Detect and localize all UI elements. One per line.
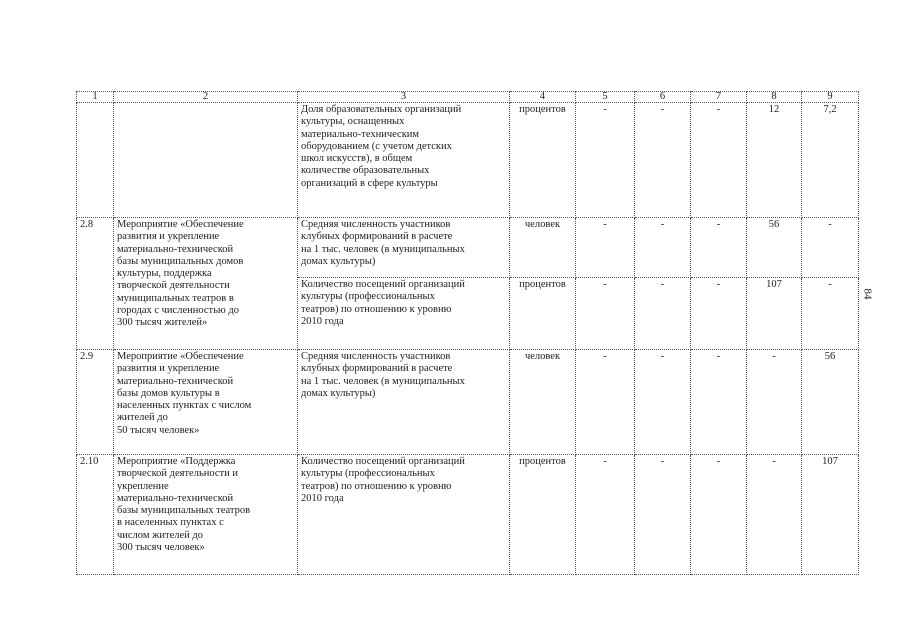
header-cell: 8 <box>747 92 802 103</box>
activity-cell <box>114 103 298 218</box>
value-cell: - <box>635 455 691 575</box>
value-cell: 107 <box>747 278 802 350</box>
row-number <box>77 103 114 218</box>
table-row <box>77 350 859 455</box>
activity-cell: Мероприятие «Поддержка творческой деятельности и укрепление материально-технической базы муниципальных театров в населенных пунктах с числом жителей до 300 тысяч человек» <box>114 455 298 575</box>
unit-cell: процентов <box>510 103 576 218</box>
value-cell: 7,2 <box>802 103 859 218</box>
value-cell: - <box>635 350 691 455</box>
row-number: 2.8 <box>77 218 114 350</box>
value-cell: - <box>802 218 859 278</box>
table-row <box>77 103 859 218</box>
header-cell: 9 <box>802 92 859 103</box>
value-cell: - <box>576 103 635 218</box>
header-cell: 7 <box>691 92 747 103</box>
indicator-cell: Средняя численность участников клубных формирований в расчете на 1 тыс. человек (в муниципальных домах культуры) <box>298 350 510 455</box>
value-cell: - <box>635 218 691 278</box>
indicator-cell: Количество посещений организаций культуры (профессиональных театров) по отношению к уровню 2010 года <box>298 455 510 575</box>
header-cell: 1 <box>77 92 114 103</box>
header-cell: 2 <box>114 92 298 103</box>
header-cell: 5 <box>576 92 635 103</box>
value-cell: - <box>576 278 635 350</box>
indicator-cell: Доля образовательных организаций культуры, оснащенных материально-техническим оборудованием (с учетом детских школ искусств), в общем количестве образовательных организаций в сфере культуры <box>298 103 510 218</box>
value-cell: - <box>802 278 859 350</box>
value-cell: - <box>691 103 747 218</box>
value-cell: - <box>691 218 747 278</box>
row-number: 2.10 <box>77 455 114 575</box>
activity-cell: Мероприятие «Обеспечение развития и укрепление материально-технической базы муниципальных домов культуры, поддержка творческой деятельности муниципальных театров в городах с численностью до 300 тысяч жителей» <box>114 218 298 350</box>
value-cell: 12 <box>747 103 802 218</box>
indicator-cell: Средняя численность участников клубных формирований в расчете на 1 тыс. человек (в муниципальных домах культуры) <box>298 218 510 278</box>
value-cell: - <box>576 350 635 455</box>
value-cell: - <box>747 350 802 455</box>
activity-cell: Мероприятие «Обеспечение развития и укрепление материально-технической базы домов культуры в населенных пунктах с числом жителей до 50 тысяч человек» <box>114 350 298 455</box>
header-row <box>77 92 859 103</box>
value-cell: - <box>576 218 635 278</box>
indicator-table <box>76 91 859 575</box>
header-cell: 3 <box>298 92 510 103</box>
row-number: 2.9 <box>77 350 114 455</box>
value-cell: - <box>747 455 802 575</box>
unit-cell: процентов <box>510 455 576 575</box>
header-cell: 6 <box>635 92 691 103</box>
value-cell: - <box>691 350 747 455</box>
page-number: 84 <box>861 288 874 300</box>
table-row <box>77 455 859 575</box>
unit-cell: процентов <box>510 278 576 350</box>
unit-cell: человек <box>510 350 576 455</box>
value-cell: 107 <box>802 455 859 575</box>
value-cell: - <box>576 455 635 575</box>
unit-cell: человек <box>510 218 576 278</box>
value-cell: 56 <box>802 350 859 455</box>
value-cell: - <box>691 455 747 575</box>
header-cell: 4 <box>510 92 576 103</box>
value-cell: 56 <box>747 218 802 278</box>
table-row <box>77 218 859 278</box>
value-cell: - <box>635 278 691 350</box>
indicator-cell: Количество посещений организаций культуры (профессиональных театров) по отношению к уровню 2010 года <box>298 278 510 350</box>
value-cell: - <box>635 103 691 218</box>
value-cell: - <box>691 278 747 350</box>
